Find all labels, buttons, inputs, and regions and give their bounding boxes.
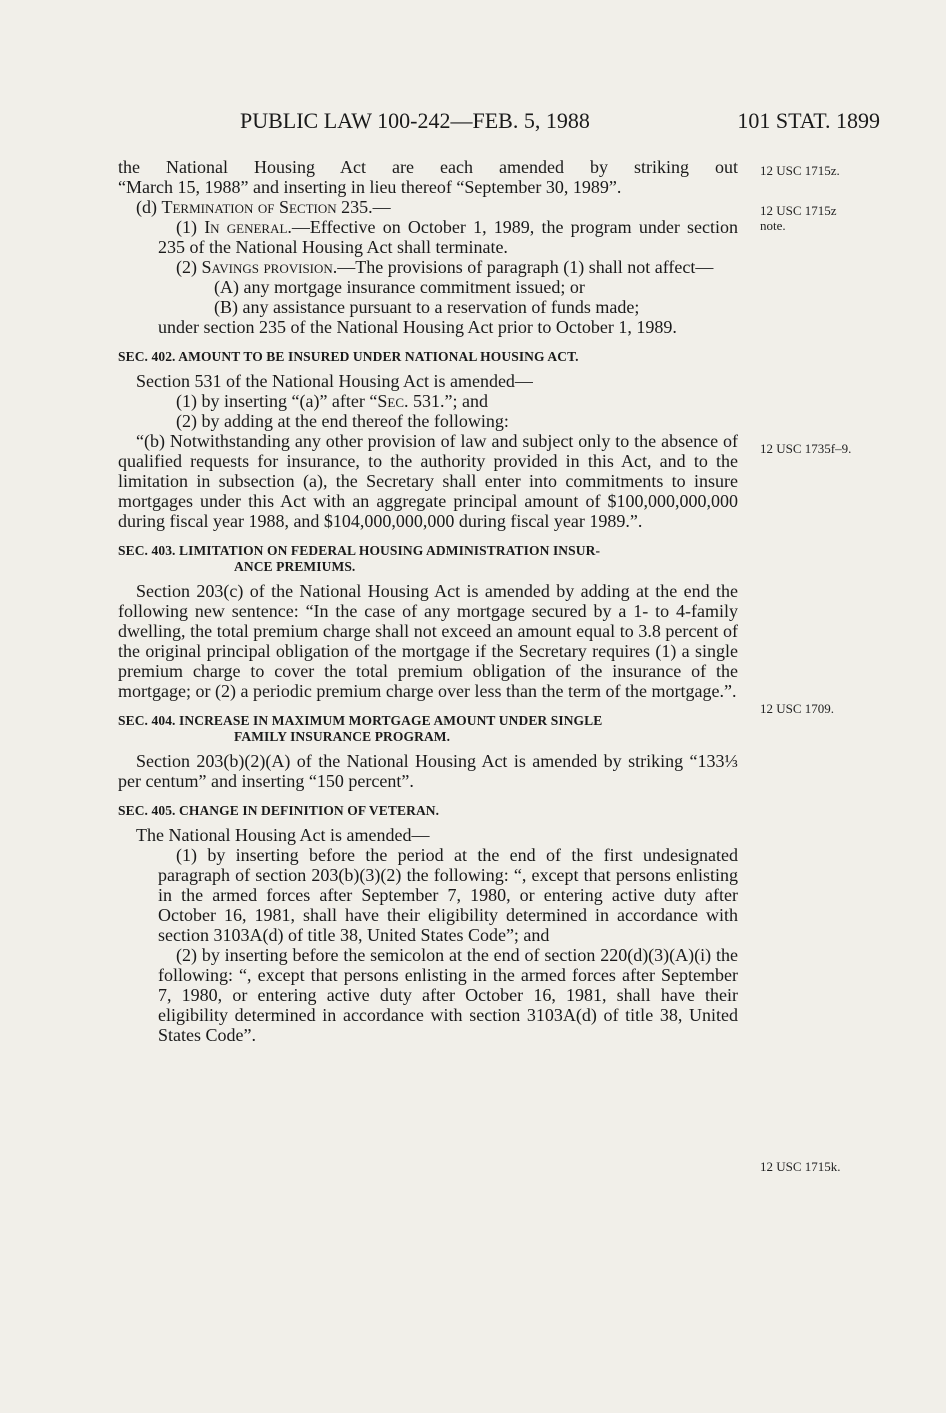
section-title-405: [118, 803, 738, 819]
paragraph: Section 203(c) of the National Housing Act is amended by adding at the end the following new sentence: “In the case of any mortgage secured by a 1- to 4-family dwelling, the total premium charge shall not exceed an amount equal to 3.8 percent of the original principal obligation of the mortgage if the Secretary requires (1) a single premium charge to cover the total premium obligation of the insurance of the mortgage; or (2) a periodic premium charge over less than the term of the mortgage.”.: [118, 581, 738, 701]
body-text: [118, 157, 738, 1045]
list-item: (A) any mortgage insurance commitment issued; or: [214, 277, 585, 297]
text: Savings provision: [201, 257, 333, 277]
paragraph: The National Housing Act is amended—: [136, 825, 430, 845]
list-item: [118, 391, 738, 411]
text: ANCE PREMIUMS.: [234, 559, 356, 574]
list-item: (1) by inserting before the period at the end of the first undesignated paragraph of section 203(b)(3)(2) the following: “, except that persons enlisting in the armed forces after September 7, 1980, or entering active duty after October 16, 1981, shall have their eligibility determined in accordance with section 3103A(d) of title 38, United States Code”; and: [158, 845, 738, 945]
text: FAMILY INSURANCE PROGRAM.: [234, 729, 451, 744]
paragraph: [118, 217, 738, 257]
text: (2): [176, 257, 202, 277]
section-title-403: [118, 543, 738, 575]
quoted-paragraph: “(b) Notwithstanding any other provision of law and subject only to the absence of qualified requests for insurance, to the authority provided in this Act, and to the limitation in subsection (a), the Secretary shall enter into commitments to insure mortgages under this Act with an aggregate principal amount of $100,000,000,000 during fiscal year 1988, and $104,000,000,000 during fiscal year 1989.”.: [118, 431, 738, 531]
text: SEC. 404. INCREASE IN MAXIMUM MORTGAGE AMOUNT UNDER SINGLE: [118, 713, 603, 728]
list-item: (2) by inserting before the semicolon at the end of section 220(d)(3)(A)(i) the following: “, except that persons enlisting in the armed forces after September 7, 1980, or entering active duty after October 16, 1981, shall have their eligibility determined in accordance with section 3103A(d) of title 38, United States Code”.: [158, 945, 738, 1045]
text: . 531.”; and: [404, 391, 489, 411]
text: .—The provisions of paragraph (1) shall not affect—: [332, 257, 714, 277]
text: SEC. 403. LIMITATION ON FEDERAL HOUSING ADMINISTRATION INSUR-: [118, 543, 601, 558]
margin-citation: 12 USC 1715z.: [760, 163, 840, 178]
text: Sec: [377, 391, 405, 411]
paragraph: Section 531 of the National Housing Act is amended—: [136, 371, 533, 391]
paragraph: [118, 257, 738, 277]
text: (1) by inserting “(a)” after “: [176, 391, 378, 411]
margin-citation: 12 USC 1715k.: [760, 1159, 841, 1174]
text: .—Effective on October 1, 1989, the program under section 235 of the National Housing Act shall terminate.: [158, 217, 738, 257]
text: 12 USC 1715z: [760, 203, 837, 218]
margin-citation: [760, 203, 837, 233]
paragraph: under section 235 of the National Housing Act prior to October 1, 1989.: [158, 317, 677, 337]
text: SEC. 405. CHANGE IN DEFINITION OF VETERAN.: [118, 803, 440, 818]
text: note.: [760, 218, 786, 233]
text: SEC. 402. AMOUNT TO BE INSURED UNDER NATIONAL HOUSING ACT.: [118, 349, 579, 364]
text: In general: [204, 217, 288, 237]
paragraph-line: [118, 157, 738, 177]
paragraph: Section 203(b)(2)(A) of the National Housing Act is amended by striking “133⅓ per centum” and inserting “150 percent”.: [118, 751, 738, 791]
paragraph-line: “March 15, 1988” and inserting in lieu thereof “September 30, 1989”.: [118, 177, 622, 197]
text: (1): [176, 217, 205, 237]
running-head: PUBLIC LAW 100-242—FEB. 5, 1988: [240, 108, 590, 133]
list-item: (B) any assistance pursuant to a reservation of funds made;: [214, 297, 640, 317]
text: the National Housing Act are each amended by striking out: [118, 157, 738, 177]
text: (d): [136, 197, 162, 217]
text: Termination of Section: [161, 197, 337, 217]
text: 235.—: [336, 197, 391, 217]
stat-page-number: 101 STAT. 1899: [737, 108, 880, 133]
section-title-402: [118, 349, 738, 365]
list-item: (2) by adding at the end thereof the following:: [176, 411, 509, 431]
section-title-404: [118, 713, 738, 745]
margin-citation: 12 USC 1709.: [760, 701, 835, 716]
margin-citation: 12 USC 1735f–9.: [760, 441, 852, 456]
subsection-heading: [118, 197, 738, 217]
